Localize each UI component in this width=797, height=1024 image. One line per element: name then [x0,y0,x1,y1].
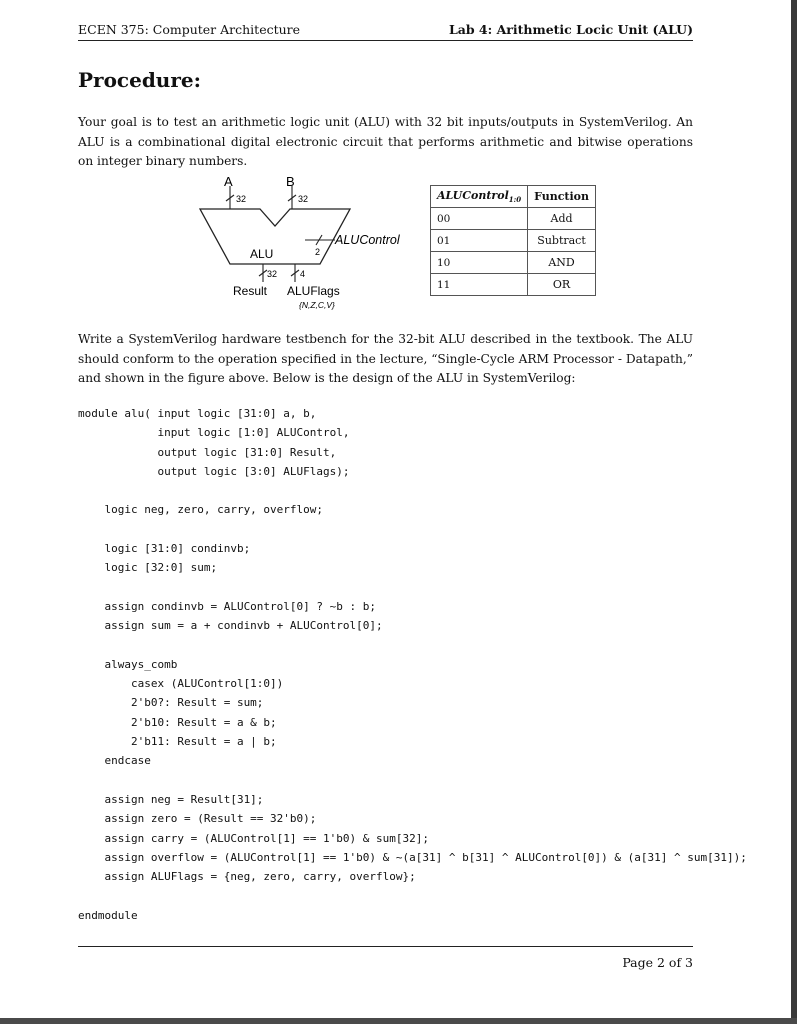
window-edge-right [791,0,797,1024]
flags-detail: {N,Z,C,V} [299,300,335,310]
footer-rule [78,946,693,947]
control-function: Add [528,208,596,230]
lab-header: Lab 4: Arithmetic Locic Unit (ALU) [448,22,693,37]
control-function: AND [528,252,596,274]
window-edge-bottom [0,1018,797,1024]
alu-diagram [195,174,425,314]
alu-block-label: ALU [250,247,274,261]
table-row [431,208,596,230]
table-row [431,274,596,296]
control-code: 00 [431,208,528,230]
result-label: Result [233,284,268,298]
control-width: 2 [315,247,321,257]
control-code: 01 [431,230,528,252]
intro-paragraph: Your goal is to test an arithmetic logic unit (ALU) with 32 bit inputs/outputs in SystemVerilog. An ALU is a combinational digital electronic circuit that performs arithmetic and bitwise operations on integer binary numbers. [78,115,693,168]
header-function: Function [528,186,596,208]
header-alu-control: ALUControl$_{1:0}$ [431,186,528,208]
course-header: ECEN 375: Computer Architecture [78,22,301,37]
control-code: 11 [431,274,528,296]
control-code: 10 [431,252,528,274]
table-header-row [431,186,596,208]
flags-label: ALUFlags [287,284,340,298]
table-row [431,252,596,274]
input-a-width: 32 [236,194,247,204]
input-b-width: 32 [298,194,309,204]
flags-width: 4 [300,269,306,279]
testbench-paragraph: Write a SystemVerilog hardware testbench for the 32-bit ALU described in the textbook. The ALU should conform to the operation specified in the lecture, “Single-Cycle ARM Processor - Datapath,” and shown in the figure above. Below is the design of the ALU in SystemVerilog: [78,332,693,385]
section-title: Procedure: [78,68,201,92]
input-b-label: B [286,174,295,189]
result-width: 32 [267,269,278,279]
control-function: OR [528,274,596,296]
alu-code-listing: module alu( input logic [31:0] a, b, input logic [1:0] ALUControl, output logic [31:0] Result, output logic [3:0] ALUFlags); logic neg, zero, carry, overflow; logic [31:0] condinvb; logic [32:0] sum; assign condinvb = ALUControl[0] ? ~b : b; assign sum = a + condinvb + ALUControl[0]; always_comb casex (ALUControl[1:0]) 2'b0?: Result = sum; 2'b10: Result = a & b; 2'b11: Result = a | b; endcase assign neg = Result[31]; assign zero = (Result == 32'b0); assign carry = (ALUControl[1] == 1'b0) & sum[32]; assign overflow = (ALUControl[1] == 1'b0) & ~(a[31] ^ b[31] ^ ALUControl[0]) & (a[31] ^ sum[31]); assign ALUFlags = {neg, zero, carry, overflow}; endmodule [78,407,747,922]
input-a-label: A [224,174,233,189]
control-label: ALUControl [335,233,400,247]
page-number: Page 2 of 3 [622,955,693,970]
alu-control-table [430,185,596,296]
header-rule [78,40,693,41]
alu-block-shape [200,209,350,264]
control-function: Subtract [528,230,596,252]
table-row [431,230,596,252]
